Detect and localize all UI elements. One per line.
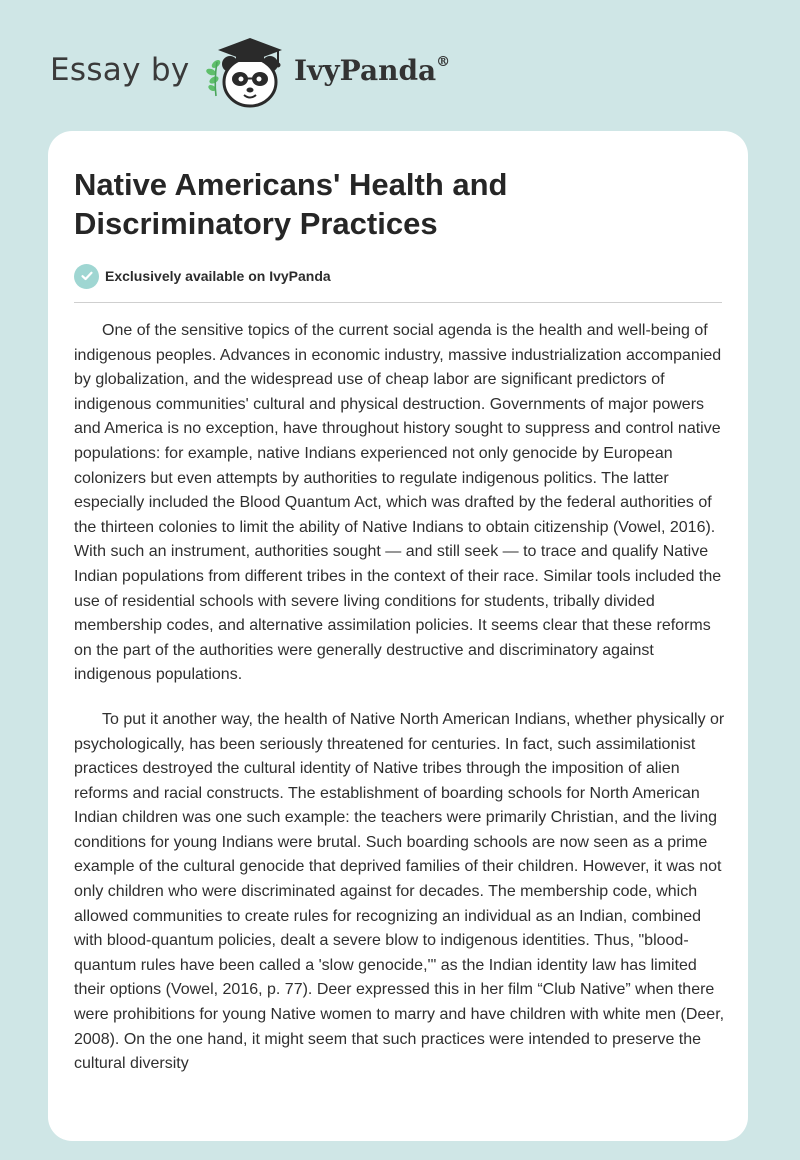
- divider: [74, 302, 722, 303]
- badge-label: Exclusively available on IvyPanda: [105, 268, 331, 284]
- brand-name: IvyPanda®: [294, 54, 451, 87]
- essay-card: [48, 131, 748, 1141]
- page-title: Native Americans' Health and Discriminatory Practices: [74, 167, 508, 241]
- essay-by-label: Essay by: [50, 52, 190, 88]
- checkmark-icon: [74, 264, 99, 289]
- essay-body: [74, 319, 728, 1097]
- paragraph: To put it another way, the health of Native North American Indians, whether physically or psychologically, has been seriously threatened for centuries. In fact, such assimilationist practices destroyed the cultural identity of Native tribes through the imposition of alien reforms and racial constructs. The establishment of boarding schools for North American Indian children was one such example: the teachers were primarily Christian, and the living conditions for young Indians were brutal. Such boarding schools are now seen as a prime example of the cultural genocide that deprived families of their children. However, it was not only children who were discriminated against for decades. The membership code, which allowed communities to create rules for recognizing an individual as an Indian, combined with blood-quantum policies, dealt a severe blow to indigenous identities. Thus, "blood-quantum rules have been called a 'slow genocide,'" as the Indian identity law has limited their options (Vowel, 2016, p. 77). Deer expressed this in her film “Club Native” when there were prohibitions for young Native women to marry and have children with white men (Deer, 2008). On the one hand, it might seem that such practices were intended to preserve the cultural diversity: [74, 710, 725, 1073]
- paragraph: One of the sensitive topics of the current social agenda is the health and well-being of indigenous peoples. Advances in economic industry, massive industrialization accompanied by globalization, and the widespread use of cheap labor are significant predictors of indigenous communities' cultural and physical destruction. Governments of major powers and America is no exception, have throughout history sought to suppress and control native populations: for example, native Indians experienced not only genocide by European colonizers but even attempts by authorities to regulate indigenous politics. The latter especially included the Blood Quantum Act, which was drafted by the federal authorities of the thirteen colonies to limit the ability of Native Indians to obtain citizenship (Vowel, 2016). With such an instrument, authorities sought — and still seek — to trace and qualify Native Indian populations from different tribes in the context of their race. Similar tools included the use of residential schools with severe living conditions for students, tribally divided membership codes, and alternative assimilation policies. It seems clear that these reforms on the part of the authorities were generally destructive and discriminatory against indigenous populations.: [74, 322, 722, 684]
- site-header: [0, 0, 800, 130]
- panda-logo-icon: [200, 34, 292, 112]
- exclusive-badge: [74, 262, 331, 290]
